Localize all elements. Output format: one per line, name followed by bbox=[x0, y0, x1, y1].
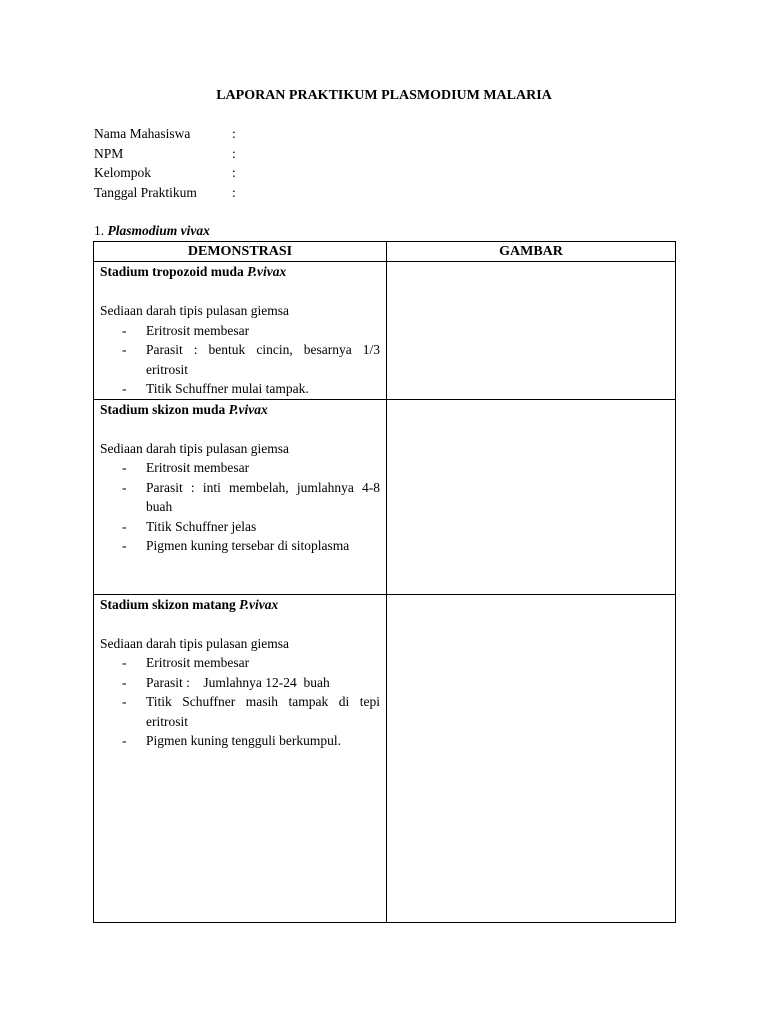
info-row-tanggal bbox=[94, 183, 244, 203]
list-item: - Titik Schuffner masih tampak di tepi eritrosit bbox=[120, 692, 380, 731]
demonstration-cell bbox=[94, 399, 387, 594]
table-row bbox=[94, 262, 676, 400]
info-row-nama bbox=[94, 124, 244, 144]
section-name: Plasmodium vivax bbox=[107, 223, 210, 238]
info-colon: : bbox=[232, 184, 236, 200]
drawing-cell bbox=[387, 399, 676, 594]
observation-list bbox=[100, 321, 380, 399]
preparation-text: Sediaan darah tipis pulasan giemsa bbox=[100, 303, 289, 318]
document-title: LAPORAN PRAKTIKUM PLASMODIUM MALARIA bbox=[216, 88, 552, 103]
column-header-demonstrasi: DEMONSTRASI bbox=[94, 242, 387, 262]
info-row-kelompok bbox=[94, 163, 244, 183]
observation-list bbox=[100, 458, 380, 556]
preparation-text: Sediaan darah tipis pulasan giemsa bbox=[100, 635, 289, 651]
info-row-npm bbox=[94, 144, 244, 164]
stage-title: Stadium skizon matang P.vivax bbox=[100, 596, 279, 612]
list-item: - Parasit : Jumlahnya 12-24 buah bbox=[120, 673, 380, 693]
preparation-text: Sediaan darah tipis pulasan giemsa bbox=[100, 440, 289, 456]
list-item: - Titik Schuffner mulai tampak. bbox=[120, 379, 380, 399]
list-item: - Pigmen kuning tersebar di sitoplasma bbox=[120, 536, 380, 556]
table-header-row bbox=[94, 242, 676, 262]
demonstration-cell bbox=[94, 594, 387, 922]
info-label: Kelompok bbox=[94, 165, 151, 180]
stage-title: Stadium tropozoid muda P.vivax bbox=[100, 264, 287, 279]
list-item: - Eritrosit membesar bbox=[120, 458, 380, 478]
section-number: 1. bbox=[94, 223, 105, 238]
info-label: NPM bbox=[94, 145, 124, 161]
drawing-cell bbox=[387, 594, 676, 922]
stage-title: Stadium skizon muda P.vivax bbox=[100, 401, 268, 417]
table-row bbox=[94, 594, 676, 922]
list-item: - Titik Schuffner jelas bbox=[120, 517, 380, 537]
observation-list bbox=[100, 653, 380, 751]
list-item: - Parasit : inti membelah, jumlahnya 4-8 buah bbox=[120, 478, 380, 517]
demonstration-cell bbox=[94, 262, 387, 400]
student-info-block bbox=[94, 124, 244, 202]
list-item: - Eritrosit membesar bbox=[120, 653, 380, 673]
section-heading bbox=[94, 221, 210, 241]
list-item: - Pigmen kuning tengguli berkumpul. bbox=[120, 731, 380, 751]
list-item: - Eritrosit membesar bbox=[120, 321, 380, 341]
info-colon: : bbox=[232, 145, 236, 161]
table-row bbox=[94, 399, 676, 594]
drawing-cell bbox=[387, 262, 676, 400]
column-header-gambar: GAMBAR bbox=[387, 242, 676, 262]
info-label: Tanggal Praktikum bbox=[94, 184, 197, 200]
practicum-table bbox=[93, 241, 676, 923]
info-colon: : bbox=[232, 126, 236, 141]
info-label: Nama Mahasiswa bbox=[94, 126, 191, 141]
list-item: - Parasit : bentuk cincin, besarnya 1/3 eritrosit bbox=[120, 340, 380, 379]
info-colon: : bbox=[232, 165, 236, 180]
